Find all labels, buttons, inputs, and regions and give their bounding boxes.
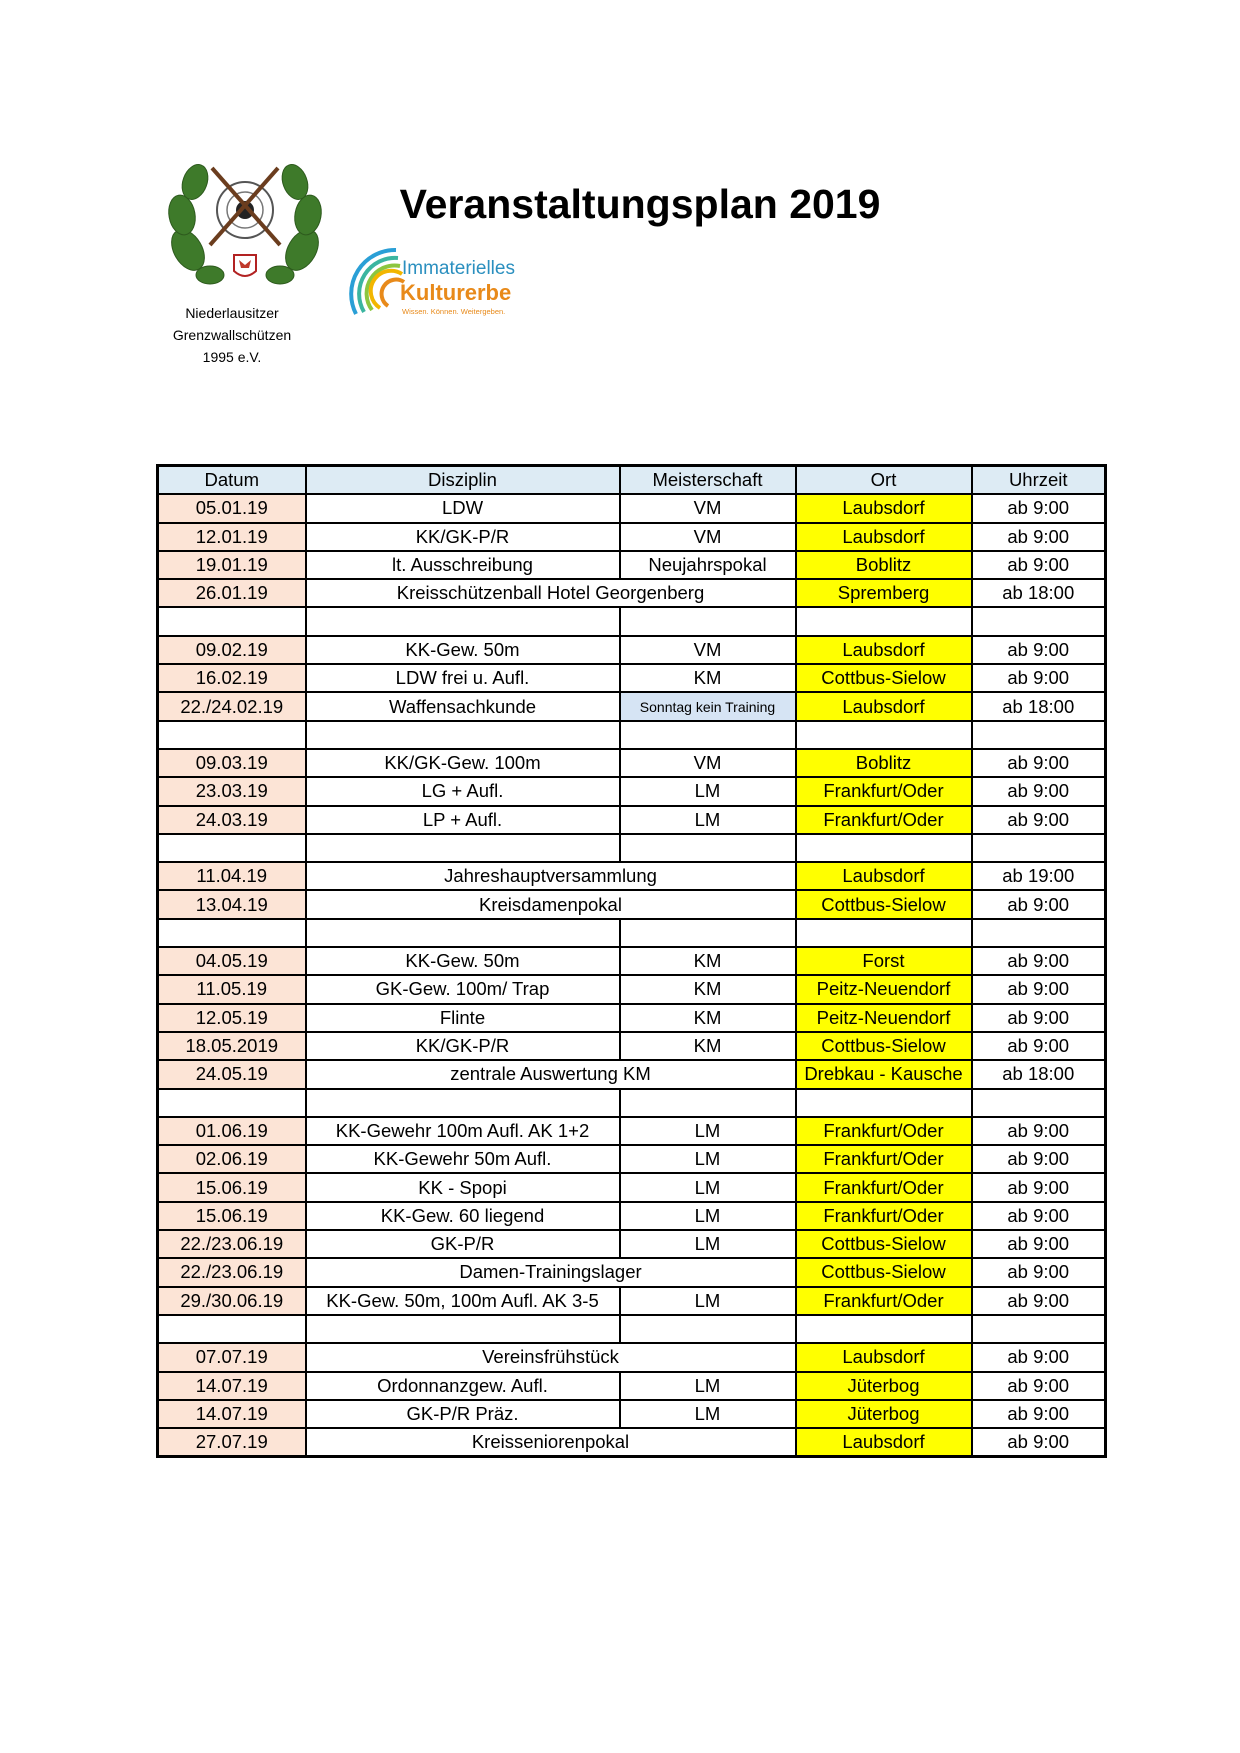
- ort-cell: Frankfurt/Oder: [796, 1145, 972, 1173]
- ort-cell: Cottbus-Sielow: [796, 1230, 972, 1258]
- ort-cell: Cottbus-Sielow: [796, 890, 972, 918]
- empty-cell: [796, 607, 972, 635]
- meisterschaft-cell: LM: [620, 1400, 796, 1428]
- ort-cell: Laubsdorf: [796, 862, 972, 890]
- column-header-ort: Ort: [796, 466, 972, 495]
- table-header-row: [158, 466, 1106, 495]
- disziplin-cell: KK-Gewehr 50m Aufl.: [306, 1145, 620, 1173]
- table-row: [158, 890, 1106, 918]
- column-header-meisterschaft: Meisterschaft: [620, 466, 796, 495]
- datum-cell: 15.06.19: [158, 1173, 306, 1201]
- uhrzeit-cell: ab 9:00: [972, 890, 1106, 918]
- uhrzeit-cell: ab 9:00: [972, 664, 1106, 692]
- uhrzeit-cell: ab 9:00: [972, 523, 1106, 551]
- datum-cell: 02.06.19: [158, 1145, 306, 1173]
- empty-cell: [158, 834, 306, 862]
- disziplin-cell: Damen-Trainingslager: [306, 1258, 796, 1286]
- uhrzeit-cell: ab 9:00: [972, 777, 1106, 805]
- empty-cell: [972, 607, 1106, 635]
- meisterschaft-cell: Sonntag kein Training: [620, 692, 796, 720]
- meisterschaft-cell: VM: [620, 494, 796, 522]
- meisterschaft-cell: LM: [620, 1372, 796, 1400]
- datum-cell: 05.01.19: [158, 494, 306, 522]
- empty-cell: [620, 721, 796, 749]
- uhrzeit-cell: ab 9:00: [972, 1343, 1106, 1371]
- empty-cell: [972, 834, 1106, 862]
- table-row: [158, 636, 1106, 664]
- uhrzeit-cell: ab 9:00: [972, 1400, 1106, 1428]
- ort-cell: Spremberg: [796, 579, 972, 607]
- empty-cell: [796, 721, 972, 749]
- column-header-uhrzeit: Uhrzeit: [972, 466, 1106, 495]
- disziplin-cell: LDW: [306, 494, 620, 522]
- uhrzeit-cell: ab 9:00: [972, 1004, 1106, 1032]
- datum-cell: 23.03.19: [158, 777, 306, 805]
- column-header-datum: Datum: [158, 466, 306, 495]
- disziplin-cell: KK/GK-P/R: [306, 1032, 620, 1060]
- spacer-row: [158, 1315, 1106, 1343]
- datum-cell: 16.02.19: [158, 664, 306, 692]
- datum-cell: 11.05.19: [158, 975, 306, 1003]
- club-name-line: Grenzwallschützen: [172, 327, 292, 343]
- ort-cell: Frankfurt/Oder: [796, 806, 972, 834]
- ort-cell: Laubsdorf: [796, 1343, 972, 1371]
- uhrzeit-cell: ab 9:00: [972, 1258, 1106, 1286]
- table-row: [158, 1004, 1106, 1032]
- datum-cell: 18.05.2019: [158, 1032, 306, 1060]
- table-row: [158, 692, 1106, 720]
- heritage-logo-line2: Kulturerbe: [400, 280, 512, 305]
- empty-cell: [306, 1089, 620, 1117]
- table-row: [158, 1372, 1106, 1400]
- datum-cell: 24.03.19: [158, 806, 306, 834]
- meisterschaft-cell: KM: [620, 947, 796, 975]
- empty-cell: [796, 1089, 972, 1117]
- ort-cell: Boblitz: [796, 749, 972, 777]
- meisterschaft-cell: LM: [620, 1117, 796, 1145]
- disziplin-cell: KK/GK-P/R: [306, 523, 620, 551]
- table-row: [158, 777, 1106, 805]
- ort-cell: Frankfurt/Oder: [796, 1287, 972, 1315]
- uhrzeit-cell: ab 9:00: [972, 947, 1106, 975]
- table-row: [158, 1287, 1106, 1315]
- heritage-logo-line3: Wissen. Können. Weitergeben.: [402, 307, 506, 316]
- empty-cell: [796, 834, 972, 862]
- meisterschaft-cell: LM: [620, 806, 796, 834]
- club-name-line: Niederlausitzer: [185, 305, 279, 321]
- disziplin-cell: LG + Aufl.: [306, 777, 620, 805]
- table-row: [158, 806, 1106, 834]
- uhrzeit-cell: ab 9:00: [972, 551, 1106, 579]
- datum-cell: 22./23.06.19: [158, 1230, 306, 1258]
- datum-cell: 13.04.19: [158, 890, 306, 918]
- table-row: [158, 664, 1106, 692]
- table-row: [158, 749, 1106, 777]
- disziplin-cell: LP + Aufl.: [306, 806, 620, 834]
- ort-cell: Cottbus-Sielow: [796, 1258, 972, 1286]
- uhrzeit-cell: ab 9:00: [972, 1173, 1106, 1201]
- uhrzeit-cell: ab 9:00: [972, 1287, 1106, 1315]
- ort-cell: Cottbus-Sielow: [796, 664, 972, 692]
- table-row: [158, 1173, 1106, 1201]
- datum-cell: 26.01.19: [158, 579, 306, 607]
- disziplin-cell: zentrale Auswertung KM: [306, 1060, 796, 1088]
- uhrzeit-cell: ab 9:00: [972, 636, 1106, 664]
- spacer-row: [158, 1089, 1106, 1117]
- meisterschaft-cell: LM: [620, 1202, 796, 1230]
- ort-cell: Laubsdorf: [796, 636, 972, 664]
- table-row: [158, 862, 1106, 890]
- meisterschaft-cell: KM: [620, 664, 796, 692]
- empty-cell: [620, 834, 796, 862]
- club-emblem-icon: [160, 150, 330, 300]
- meisterschaft-cell: VM: [620, 749, 796, 777]
- datum-cell: 04.05.19: [158, 947, 306, 975]
- empty-cell: [972, 721, 1106, 749]
- disziplin-cell: GK-Gew. 100m/ Trap: [306, 975, 620, 1003]
- table-row: [158, 947, 1106, 975]
- disziplin-cell: KK - Spopi: [306, 1173, 620, 1201]
- disziplin-cell: Waffensachkunde: [306, 692, 620, 720]
- datum-cell: 07.07.19: [158, 1343, 306, 1371]
- meisterschaft-cell: LM: [620, 1173, 796, 1201]
- uhrzeit-cell: ab 9:00: [972, 1372, 1106, 1400]
- disziplin-cell: KK-Gewehr 100m Aufl. AK 1+2: [306, 1117, 620, 1145]
- datum-cell: 24.05.19: [158, 1060, 306, 1088]
- disziplin-cell: LDW frei u. Aufl.: [306, 664, 620, 692]
- empty-cell: [158, 919, 306, 947]
- table-row: [158, 579, 1106, 607]
- table-row: [158, 1258, 1106, 1286]
- disziplin-cell: GK-P/R: [306, 1230, 620, 1258]
- empty-cell: [972, 1315, 1106, 1343]
- meisterschaft-cell: KM: [620, 1004, 796, 1032]
- table-row: [158, 523, 1106, 551]
- datum-cell: 19.01.19: [158, 551, 306, 579]
- uhrzeit-cell: ab 18:00: [972, 1060, 1106, 1088]
- empty-cell: [306, 607, 620, 635]
- empty-cell: [620, 1089, 796, 1117]
- disziplin-cell: Vereinsfrühstück: [306, 1343, 796, 1371]
- meisterschaft-cell: LM: [620, 1145, 796, 1173]
- spacer-row: [158, 607, 1106, 635]
- table-row: [158, 1060, 1106, 1088]
- meisterschaft-cell: Neujahrspokal: [620, 551, 796, 579]
- datum-cell: 01.06.19: [158, 1117, 306, 1145]
- disziplin-cell: Flinte: [306, 1004, 620, 1032]
- uhrzeit-cell: ab 9:00: [972, 975, 1106, 1003]
- ort-cell: Forst: [796, 947, 972, 975]
- schedule-table: [156, 464, 1107, 1458]
- datum-cell: 12.05.19: [158, 1004, 306, 1032]
- uhrzeit-cell: ab 9:00: [972, 1032, 1106, 1060]
- ort-cell: Boblitz: [796, 551, 972, 579]
- meisterschaft-cell: VM: [620, 523, 796, 551]
- disziplin-cell: KK-Gew. 50m: [306, 636, 620, 664]
- uhrzeit-cell: ab 18:00: [972, 579, 1106, 607]
- empty-cell: [620, 1315, 796, 1343]
- meisterschaft-cell: LM: [620, 777, 796, 805]
- ort-cell: Frankfurt/Oder: [796, 1173, 972, 1201]
- empty-cell: [796, 919, 972, 947]
- meisterschaft-cell: VM: [620, 636, 796, 664]
- uhrzeit-cell: ab 9:00: [972, 1145, 1106, 1173]
- ort-cell: Cottbus-Sielow: [796, 1032, 972, 1060]
- disziplin-cell: Ordonnanzgew. Aufl.: [306, 1372, 620, 1400]
- club-name-line: 1995 e.V.: [202, 349, 262, 365]
- ort-cell: Laubsdorf: [796, 523, 972, 551]
- meisterschaft-cell: KM: [620, 975, 796, 1003]
- ort-cell: Laubsdorf: [796, 692, 972, 720]
- table-row: [158, 1400, 1106, 1428]
- heritage-logo-line1: Immaterielles: [402, 258, 515, 279]
- datum-cell: 11.04.19: [158, 862, 306, 890]
- table-row: [158, 1230, 1106, 1258]
- uhrzeit-cell: ab 9:00: [972, 1230, 1106, 1258]
- table-row: [158, 494, 1106, 522]
- table-row: [158, 551, 1106, 579]
- spacer-row: [158, 834, 1106, 862]
- empty-cell: [306, 834, 620, 862]
- uhrzeit-cell: ab 9:00: [972, 494, 1106, 522]
- empty-cell: [620, 607, 796, 635]
- datum-cell: 29./30.06.19: [158, 1287, 306, 1315]
- empty-cell: [796, 1315, 972, 1343]
- uhrzeit-cell: ab 9:00: [972, 1428, 1106, 1457]
- spacer-row: [158, 721, 1106, 749]
- ort-cell: Peitz-Neuendorf: [796, 1004, 972, 1032]
- club-name: [142, 302, 322, 368]
- disziplin-cell: Kreisschützenball Hotel Georgenberg: [306, 579, 796, 607]
- ort-cell: Jüterbog: [796, 1372, 972, 1400]
- meisterschaft-cell: KM: [620, 1032, 796, 1060]
- empty-cell: [306, 721, 620, 749]
- disziplin-cell: Jahreshauptversammlung: [306, 862, 796, 890]
- schedule-body: [158, 494, 1106, 1457]
- disziplin-cell: KK/GK-Gew. 100m: [306, 749, 620, 777]
- disziplin-cell: GK-P/R Präz.: [306, 1400, 620, 1428]
- uhrzeit-cell: ab 9:00: [972, 1202, 1106, 1230]
- table-row: [158, 1343, 1106, 1371]
- ort-cell: Drebkau - Kausche: [796, 1060, 972, 1088]
- uhrzeit-cell: ab 9:00: [972, 806, 1106, 834]
- empty-cell: [620, 919, 796, 947]
- disziplin-cell: Kreisseniorenpokal: [306, 1428, 796, 1457]
- column-header-disziplin: Disziplin: [306, 466, 620, 495]
- disziplin-cell: KK-Gew. 60 liegend: [306, 1202, 620, 1230]
- table-row: [158, 1145, 1106, 1173]
- table-row: [158, 1428, 1106, 1457]
- datum-cell: 09.02.19: [158, 636, 306, 664]
- ort-cell: Laubsdorf: [796, 1428, 972, 1457]
- empty-cell: [158, 721, 306, 749]
- datum-cell: 14.07.19: [158, 1372, 306, 1400]
- uhrzeit-cell: ab 19:00: [972, 862, 1106, 890]
- datum-cell: 27.07.19: [158, 1428, 306, 1457]
- ort-cell: Laubsdorf: [796, 494, 972, 522]
- datum-cell: 22./24.02.19: [158, 692, 306, 720]
- empty-cell: [158, 1089, 306, 1117]
- ort-cell: Frankfurt/Oder: [796, 777, 972, 805]
- uhrzeit-cell: ab 9:00: [972, 749, 1106, 777]
- datum-cell: 15.06.19: [158, 1202, 306, 1230]
- table-row: [158, 1117, 1106, 1145]
- ort-cell: Frankfurt/Oder: [796, 1202, 972, 1230]
- table-row: [158, 975, 1106, 1003]
- ort-cell: Peitz-Neuendorf: [796, 975, 972, 1003]
- uhrzeit-cell: ab 18:00: [972, 692, 1106, 720]
- datum-cell: 14.07.19: [158, 1400, 306, 1428]
- empty-cell: [972, 1089, 1106, 1117]
- meisterschaft-cell: LM: [620, 1287, 796, 1315]
- spacer-row: [158, 919, 1106, 947]
- empty-cell: [158, 1315, 306, 1343]
- datum-cell: 22./23.06.19: [158, 1258, 306, 1286]
- meisterschaft-cell: LM: [620, 1230, 796, 1258]
- disziplin-cell: lt. Ausschreibung: [306, 551, 620, 579]
- datum-cell: 09.03.19: [158, 749, 306, 777]
- table-row: [158, 1032, 1106, 1060]
- disziplin-cell: KK-Gew. 50m: [306, 947, 620, 975]
- empty-cell: [306, 919, 620, 947]
- ort-cell: Frankfurt/Oder: [796, 1117, 972, 1145]
- table-row: [158, 1202, 1106, 1230]
- ort-cell: Jüterbog: [796, 1400, 972, 1428]
- page-title: Veranstaltungsplan 2019: [399, 181, 881, 227]
- empty-cell: [158, 607, 306, 635]
- datum-cell: 12.01.19: [158, 523, 306, 551]
- disziplin-cell: KK-Gew. 50m, 100m Aufl. AK 3-5: [306, 1287, 620, 1315]
- disziplin-cell: Kreisdamenpokal: [306, 890, 796, 918]
- uhrzeit-cell: ab 9:00: [972, 1117, 1106, 1145]
- empty-cell: [972, 919, 1106, 947]
- empty-cell: [306, 1315, 620, 1343]
